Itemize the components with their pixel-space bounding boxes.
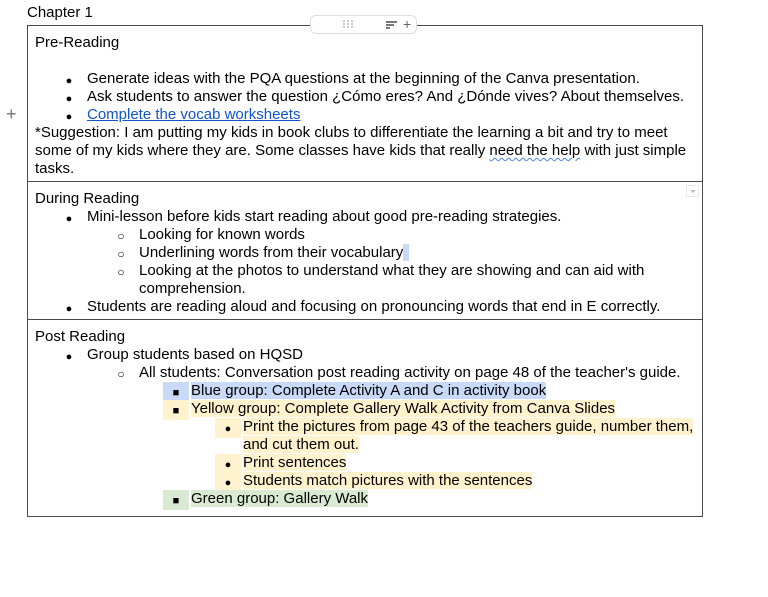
spellcheck-flagged-text[interactable]: need the help bbox=[489, 142, 581, 159]
list-item bbox=[35, 88, 695, 106]
bullet-disc-icon bbox=[215, 418, 241, 438]
table-row bbox=[28, 26, 703, 182]
green-group-text: Green group: Gallery Walk bbox=[191, 490, 369, 507]
list-item bbox=[35, 226, 695, 244]
list-item bbox=[35, 244, 695, 262]
list-item bbox=[35, 364, 695, 382]
suggestion-text bbox=[35, 124, 695, 178]
bullet-circle-icon bbox=[111, 364, 131, 383]
list-item bbox=[35, 298, 695, 316]
list-item bbox=[35, 70, 695, 88]
during-reading-cell[interactable] bbox=[28, 182, 703, 320]
list-item bbox=[35, 262, 695, 298]
bullet-circle-icon bbox=[111, 226, 131, 245]
list-item-text: Group students based on HQSD bbox=[87, 346, 303, 363]
list-item-text: Generate ideas with the PQA questions at the beginning of the Canva presentation. bbox=[87, 70, 640, 87]
list-item bbox=[35, 208, 695, 226]
blue-group-text: Blue group: Complete Activity A and C in activity book bbox=[191, 382, 547, 399]
post-reading-cell[interactable] bbox=[28, 320, 703, 517]
section-heading: Post Reading bbox=[35, 328, 126, 345]
list-item-text: Print sentences bbox=[243, 454, 347, 471]
list-item bbox=[35, 418, 695, 454]
vocab-worksheets-link[interactable]: Complete the vocab worksheets bbox=[87, 106, 301, 123]
lesson-plan-table bbox=[27, 25, 703, 517]
bullet-circle-icon bbox=[111, 244, 131, 263]
table-row bbox=[28, 320, 703, 517]
suggestion-start: *Suggestion: I am putting my kids in book clubs to differentiate the learning a bit and try to meet some of my kids where they are. Some classes have kids that really bbox=[35, 124, 668, 159]
bullet-square-icon bbox=[163, 382, 189, 402]
section-heading: During Reading bbox=[35, 190, 140, 207]
add-column-icon[interactable]: + bbox=[403, 16, 412, 32]
bullet-disc-icon bbox=[59, 88, 79, 108]
list-item bbox=[35, 106, 695, 124]
bullet-disc-icon bbox=[59, 208, 79, 228]
bullet-disc-icon bbox=[215, 454, 241, 474]
bullet-disc-icon bbox=[59, 70, 79, 90]
bullet-disc-icon bbox=[59, 298, 79, 318]
list-item-blue-group bbox=[35, 382, 695, 400]
list-item-text: Students are reading aloud and focusing on pronouncing words that end in E correctly. bbox=[87, 298, 661, 315]
bullet-list bbox=[35, 208, 695, 316]
bullet-square-icon bbox=[163, 400, 189, 420]
pre-reading-cell[interactable] bbox=[28, 26, 703, 182]
text-cursor-selection bbox=[403, 244, 409, 261]
list-item-text: Print the pictures from page 43 of the teachers guide, number them, and cut them out. bbox=[243, 418, 694, 453]
chapter-title: Chapter 1 bbox=[27, 4, 93, 21]
list-item-text: Ask students to answer the question ¿Cómo eres? And ¿Dónde vives? About themselves. bbox=[87, 88, 684, 105]
cell-menu-dropdown-icon[interactable] bbox=[686, 185, 699, 197]
sort-lines-icon[interactable] bbox=[386, 20, 397, 30]
bullet-disc-icon bbox=[215, 472, 241, 492]
list-item-text: All students: Conversation post reading activity on page 48 of the teacher's guide. bbox=[139, 364, 681, 381]
suggestion-end: with just simple tasks. bbox=[35, 142, 687, 177]
list-item-text: Students match pictures with the sentences bbox=[243, 472, 533, 489]
list-item-text: Looking for known words bbox=[139, 226, 305, 243]
list-item-yellow-group bbox=[35, 400, 695, 418]
list-item-text: Looking at the photos to understand what they are showing and can aid with comprehension. bbox=[139, 262, 645, 297]
bullet-disc-icon bbox=[59, 346, 79, 366]
drag-handle-icon[interactable] bbox=[343, 20, 355, 29]
list-item-green-group bbox=[35, 490, 695, 508]
list-item bbox=[35, 454, 695, 472]
yellow-group-text: Yellow group: Complete Gallery Walk Activity from Canva Slides bbox=[191, 400, 616, 417]
bullet-list bbox=[35, 70, 695, 124]
bullet-disc-icon bbox=[59, 106, 79, 126]
bullet-list bbox=[35, 346, 695, 508]
section-heading: Pre-Reading bbox=[35, 34, 120, 51]
table-toolbar bbox=[310, 15, 417, 34]
bullet-circle-icon bbox=[111, 262, 131, 281]
list-item-text: Mini-lesson before kids start reading about good pre-reading strategies. bbox=[87, 208, 562, 225]
list-item bbox=[35, 472, 695, 490]
table-row bbox=[28, 182, 703, 320]
list-item-text: Underlining words from their vocabulary bbox=[139, 244, 404, 261]
list-item bbox=[35, 346, 695, 364]
add-row-icon[interactable]: + bbox=[6, 104, 17, 124]
bullet-square-icon bbox=[163, 490, 189, 510]
